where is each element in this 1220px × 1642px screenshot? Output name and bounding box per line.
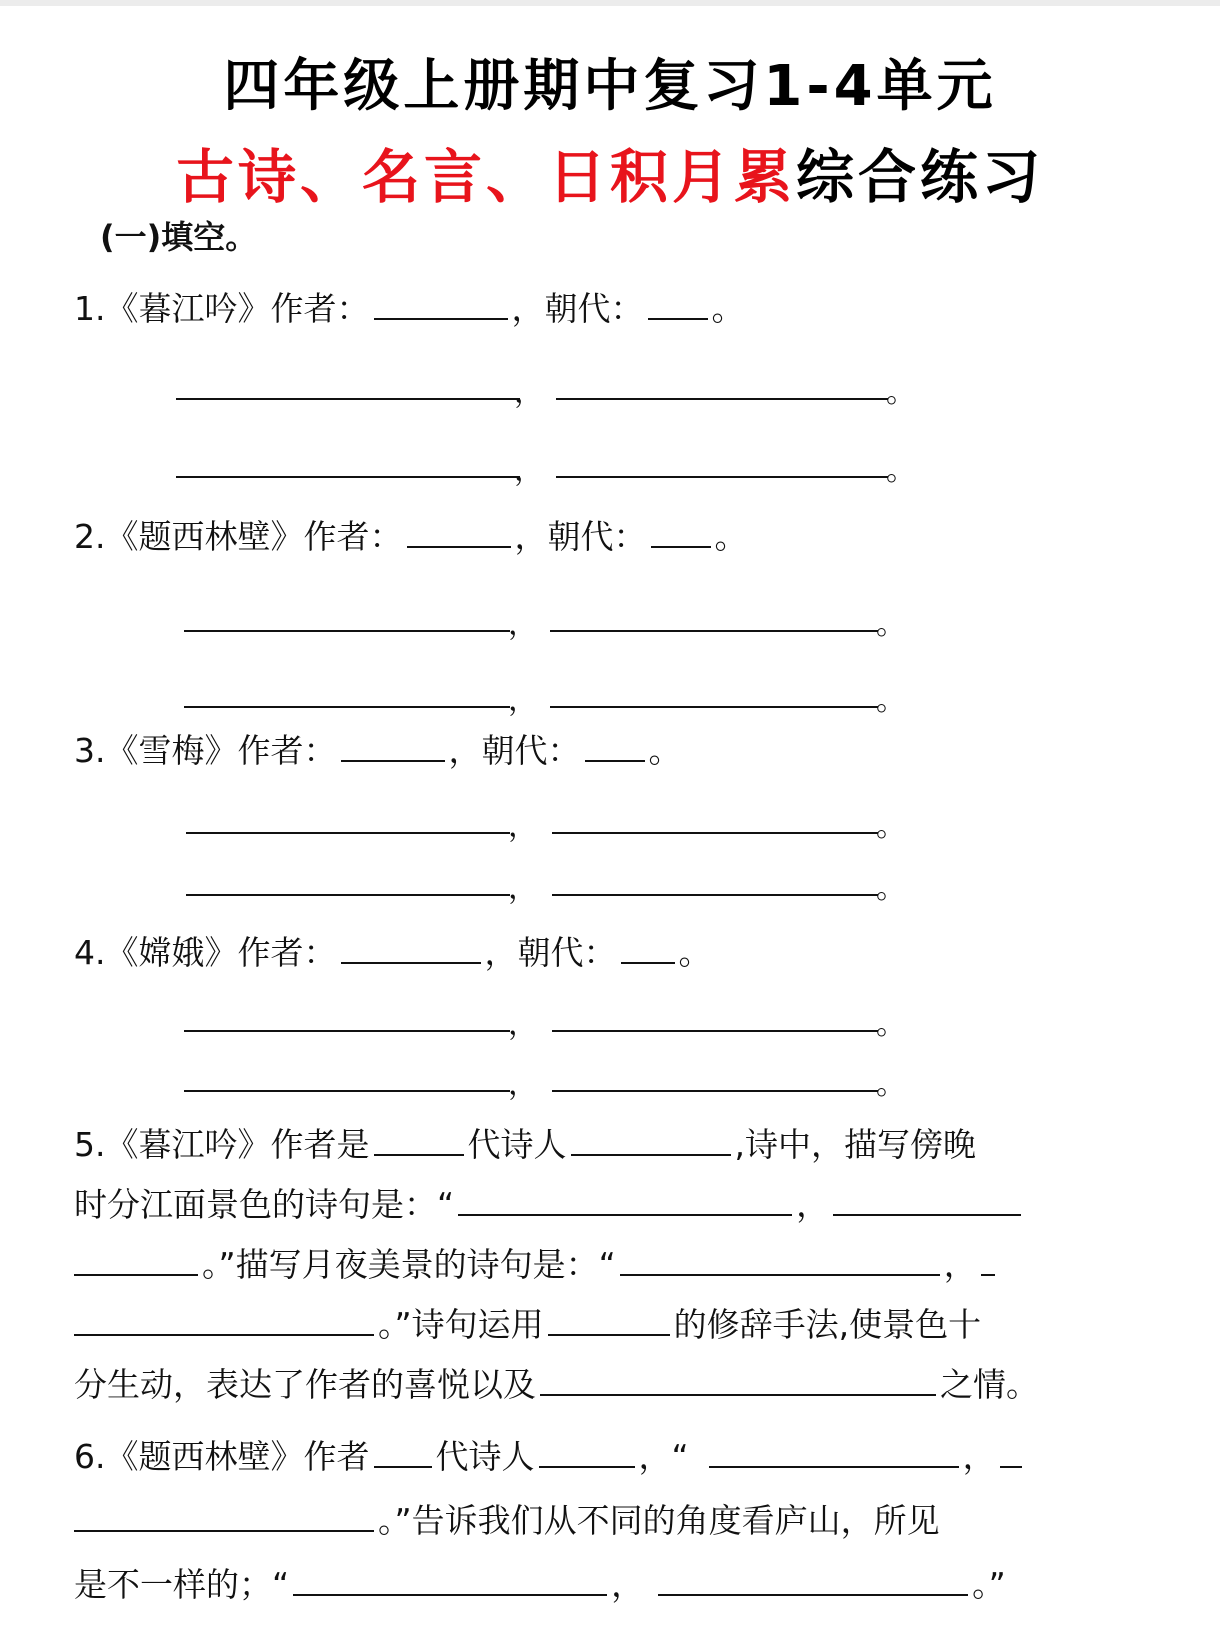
subtitle-black: 综合练习 [796,143,1045,211]
verse-blank[interactable] [74,1244,198,1276]
rhetoric-blank[interactable] [548,1304,670,1336]
verse-blank[interactable] [620,1244,940,1276]
text: ， [796,1185,830,1224]
comma: ， [514,453,544,488]
period: 。 [876,809,906,844]
verse-blank[interactable] [176,476,520,478]
author-label: 作者： [237,933,337,972]
q6-line-1 [74,1436,1026,1477]
period: 。 [876,683,906,718]
verse-blank[interactable] [552,832,878,834]
poem-title: 《雪梅》 [105,731,238,770]
subtitle-red-1: 古诗、 [175,143,362,211]
end-punct: 。 [714,517,748,556]
verse-blank[interactable] [981,1244,995,1276]
question-number: 3. [74,731,106,770]
question-number: 2. [74,517,106,556]
q5-line-4 [74,1304,981,1345]
period: 。 [876,871,906,906]
verse-blank[interactable] [186,832,510,834]
verse-blank[interactable] [184,1090,510,1092]
poem-title: 《暮江吟》 [105,289,271,328]
verse-blank[interactable] [293,1564,607,1596]
verse-blank[interactable] [658,1564,968,1596]
verse-blank[interactable] [556,398,888,400]
comma: ， [508,871,538,906]
verse-blank[interactable] [552,894,878,896]
period: 。 [886,375,916,410]
dynasty-blank[interactable] [374,1436,432,1468]
verse-blank[interactable] [556,476,888,478]
verse-blank[interactable] [552,1090,878,1092]
verse-blank[interactable] [74,1500,374,1532]
text: 。” [972,1565,1006,1604]
q5-line-5 [74,1364,1039,1405]
verse-blank[interactable] [184,1030,510,1032]
text: ，“ [638,1437,689,1476]
verse-blank[interactable] [184,630,510,632]
comma: ， [508,1007,538,1042]
question-number: 4. [74,933,106,972]
end-punct: 。 [678,933,712,972]
text: 的修辞手法,使景色十 [673,1305,982,1344]
verse-blank[interactable] [833,1184,1021,1216]
verse-blank[interactable] [550,706,878,708]
author-label: 作者： [270,289,370,328]
dynasty-blank[interactable] [621,932,675,964]
text: 代诗人 [467,1125,567,1164]
dynasty-label: 朝代： [481,731,581,770]
page-subtitle [0,130,1220,214]
text: 是不一样的；“ [74,1565,290,1604]
period: 。 [876,607,906,642]
text: 代诗人 [435,1437,535,1476]
author-label: 作者： [237,731,337,770]
verse-blank[interactable] [552,1030,878,1032]
text: ， [611,1565,645,1604]
comma: ， [508,683,538,718]
section-heading: (一)填空。 [100,218,258,256]
text: ， [962,1437,996,1476]
verse-blank[interactable] [458,1184,792,1216]
dynasty-blank[interactable] [374,1124,464,1156]
sep: ， [484,933,518,972]
text: 。”诗句运用 [378,1305,544,1344]
q5-line-3 [74,1244,999,1285]
author-blank[interactable] [374,288,508,320]
subtitle-red-3: 日积月累 [548,143,797,211]
comma: ， [508,607,538,642]
sep: ， [514,517,548,556]
text: ,诗中，描写傍晚 [734,1125,976,1164]
q5-line-2 [74,1184,1025,1225]
verse-blank[interactable] [709,1436,959,1468]
subtitle-red-2: 名言、 [361,143,548,211]
page-title: 四年级上册期中复习1-4单元 [223,54,997,119]
author-blank[interactable] [341,932,481,964]
dynasty-blank[interactable] [585,730,645,762]
verse-blank[interactable] [186,894,510,896]
poet-blank[interactable] [539,1436,635,1468]
author-label: 作者： [303,517,403,556]
question-1-header [74,288,745,329]
poem-title: 《嫦娥》 [105,933,238,972]
text: 5.《暮江吟》作者是 [74,1125,370,1164]
verse-blank[interactable] [550,630,878,632]
sep: ， [511,289,545,328]
dynasty-blank[interactable] [648,288,708,320]
q6-line-3 [74,1564,1006,1605]
verse-blank[interactable] [184,706,510,708]
q6-line-2 [74,1500,940,1541]
text: 之情。 [940,1365,1039,1404]
verse-blank[interactable] [1000,1436,1022,1468]
q5-line-1 [74,1124,976,1165]
comma: ， [508,1067,538,1102]
verse-blank[interactable] [176,398,520,400]
emotion-blank[interactable] [540,1364,936,1396]
text: 分生动，表达了作者的喜悦以及 [74,1365,536,1404]
question-3-header [74,730,682,771]
comma: ， [508,809,538,844]
author-blank[interactable] [341,730,445,762]
question-2-header [74,516,748,557]
text: 。”告诉我们从不同的角度看庐山，所见 [378,1501,940,1540]
end-punct: 。 [648,731,682,770]
period: 。 [886,453,916,488]
text: 6.《题西林壁》作者 [74,1437,370,1476]
verse-blank[interactable] [74,1304,374,1336]
dynasty-label: 朝代： [547,517,647,556]
poem-title: 《题西林壁》 [105,517,304,556]
comma: ， [514,375,544,410]
top-bar [0,0,1220,6]
text: ， [943,1245,977,1284]
poet-blank[interactable] [571,1124,731,1156]
dynasty-label: 朝代： [517,933,617,972]
text: 时分江面景色的诗句是：“ [74,1185,455,1224]
sep: ， [448,731,482,770]
text: 。”描写月夜美景的诗句是：“ [202,1245,616,1284]
dynasty-blank[interactable] [651,516,711,548]
period: 。 [876,1007,906,1042]
end-punct: 。 [711,289,745,328]
author-blank[interactable] [407,516,511,548]
question-number: 1. [74,289,106,328]
dynasty-label: 朝代： [544,289,644,328]
period: 。 [876,1067,906,1102]
question-4-header [74,932,712,973]
